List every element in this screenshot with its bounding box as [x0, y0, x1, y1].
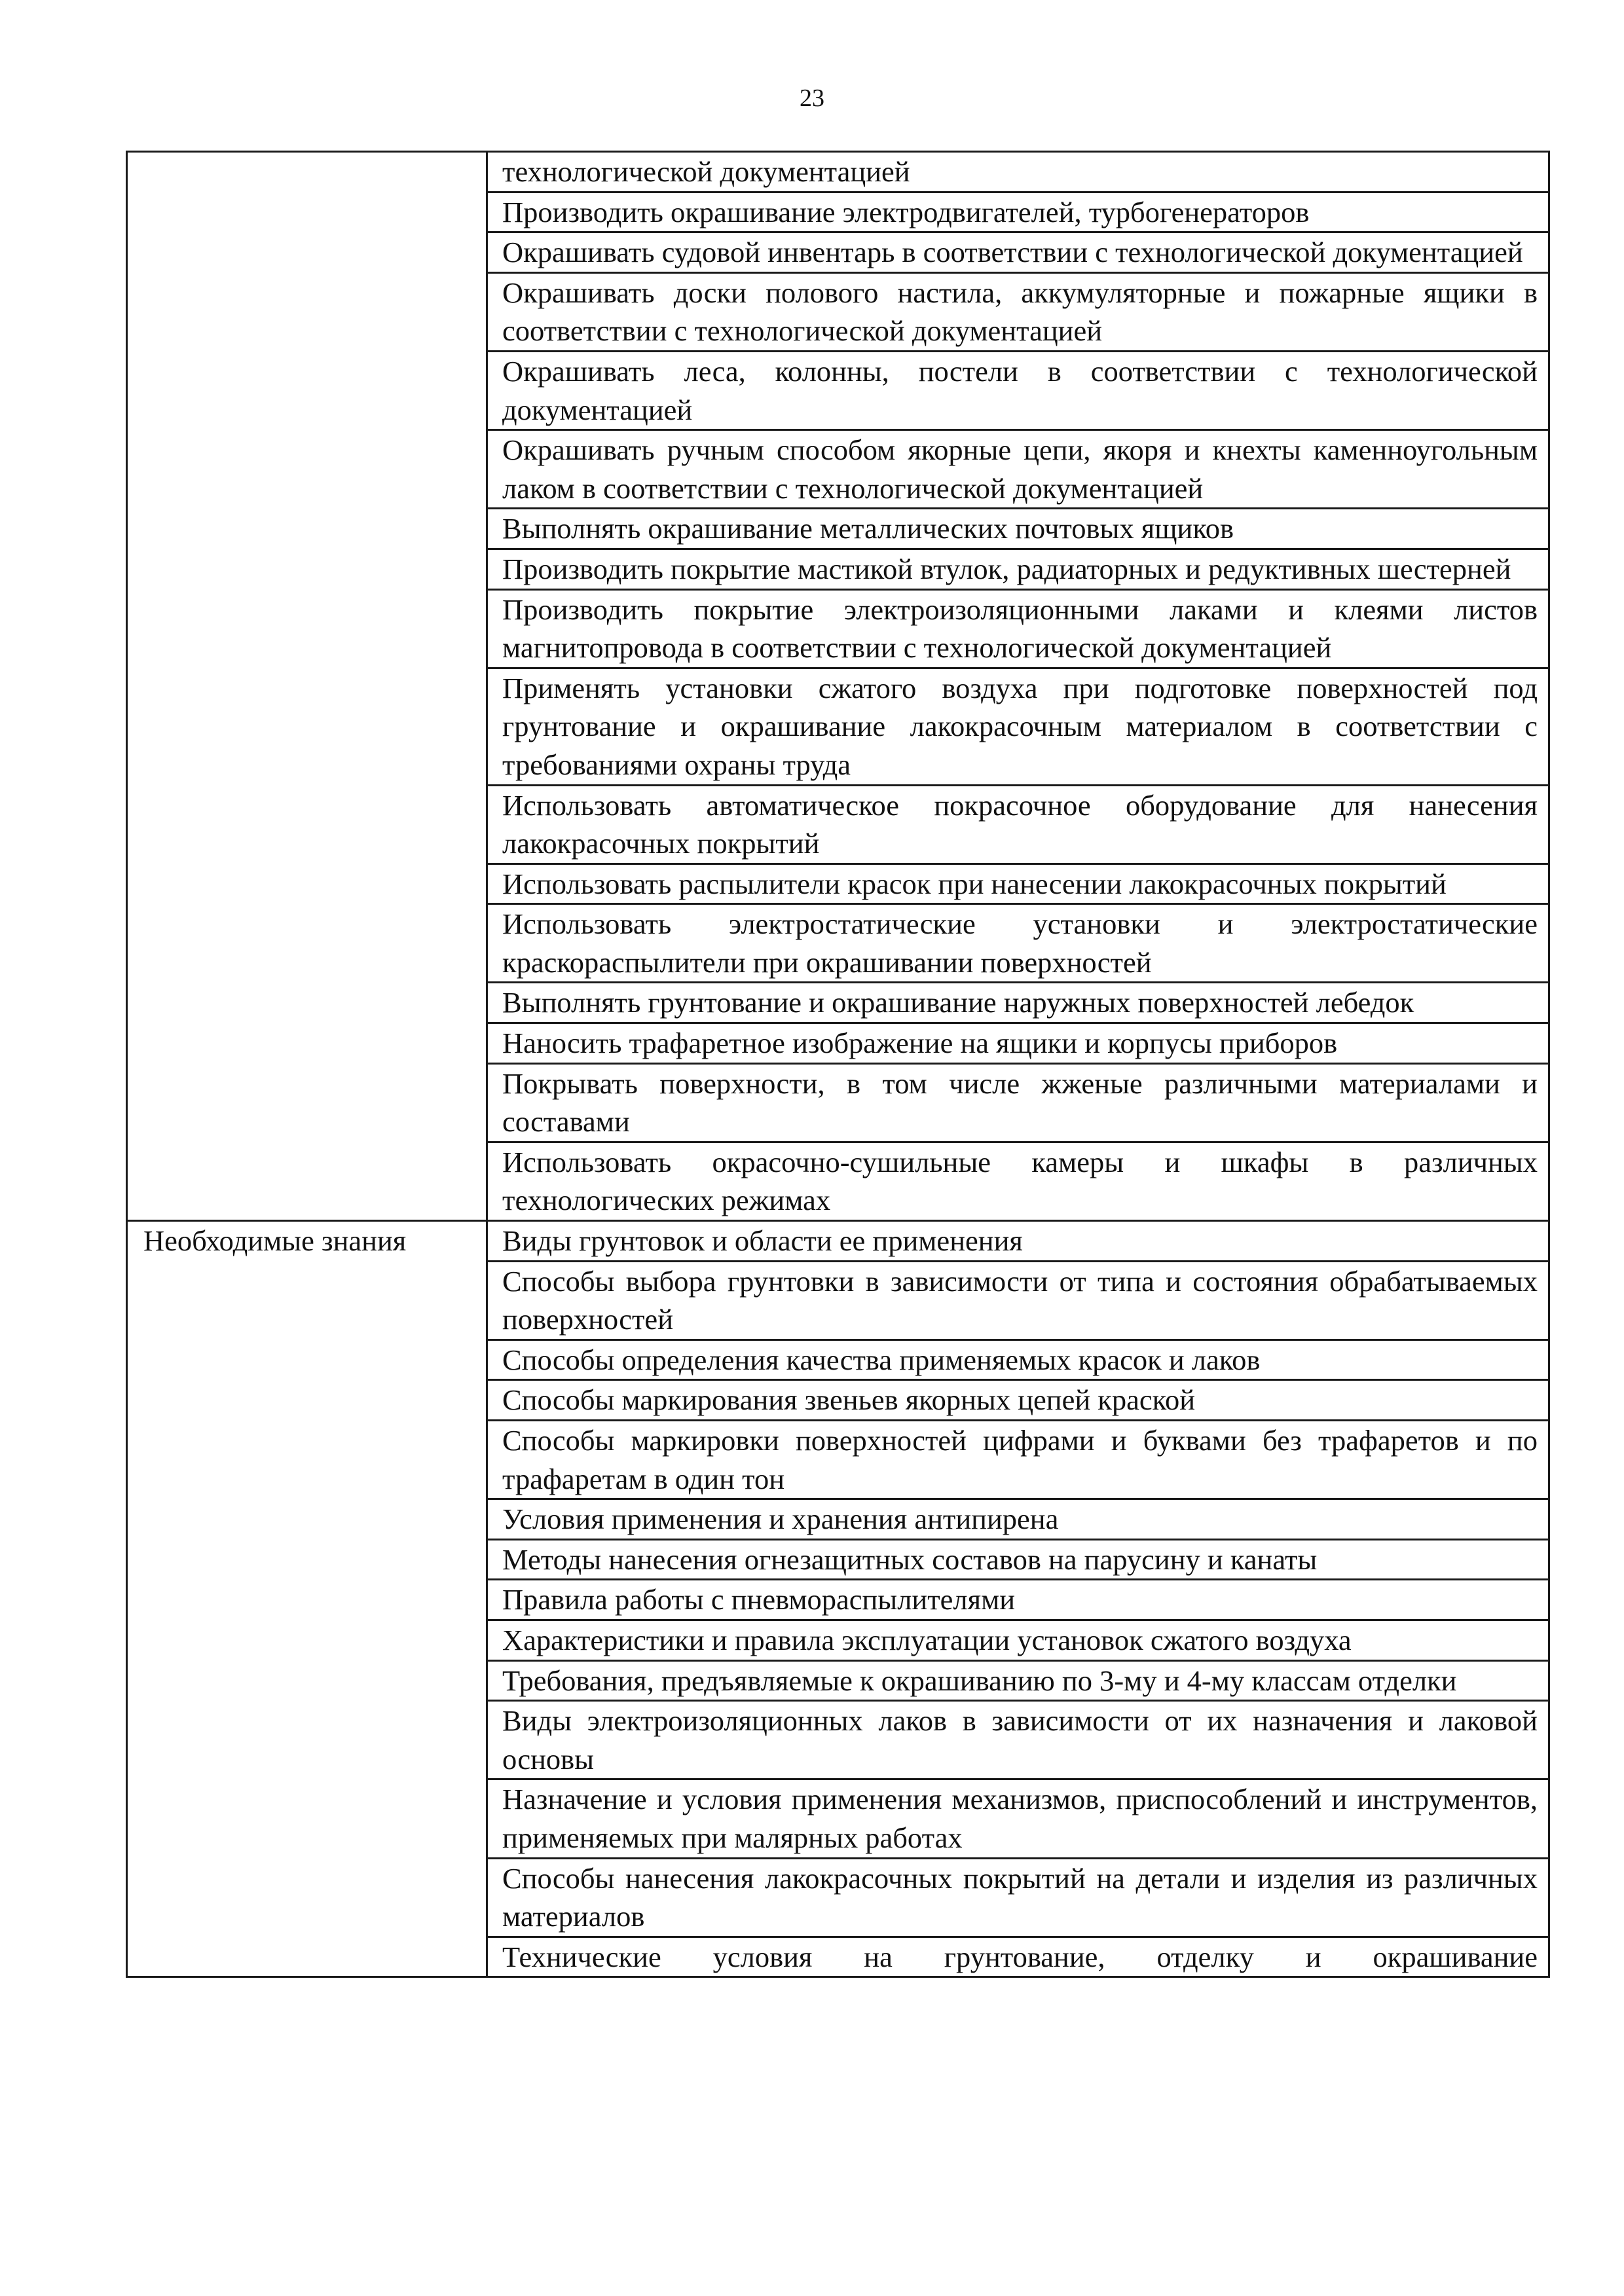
requirement-cell: Способы маркировки поверхностей цифрами и буквами без трафаретов и по трафаретам в один тон: [487, 1421, 1549, 1499]
requirement-cell: технологической документацией: [487, 152, 1549, 192]
section-label-cell: Необходимые знания: [127, 1221, 487, 1977]
requirement-cell: Производить покрытие электроизоляционными лаками и клеями листов магнитопровода в соответствии с технологической документацией: [487, 589, 1549, 668]
requirement-cell: Технические условия на грунтование, отделку и окрашивание: [487, 1937, 1549, 1977]
section-label-cell: [127, 152, 487, 1221]
table-body: [127, 152, 1549, 1977]
requirement-cell: Окрашивать леса, колонны, постели в соответствии с технологической документацией: [487, 351, 1549, 429]
requirement-cell: Окрашивать доски полового настила, аккумуляторные и пожарные ящики в соответствии с технологической документацией: [487, 272, 1549, 351]
requirement-cell: Производить окрашивание электродвигателей, турбогенераторов: [487, 192, 1549, 232]
requirement-cell: Характеристики и правила эксплуатации установок сжатого воздуха: [487, 1620, 1549, 1660]
requirement-cell: Виды грунтовок и области ее применения: [487, 1221, 1549, 1262]
requirement-cell: Правила работы с пневмораспылителями: [487, 1580, 1549, 1620]
requirement-cell: Окрашивать ручным способом якорные цепи, якоря и кнехты каменноугольным лаком в соответствии с технологической документацией: [487, 430, 1549, 509]
requirement-cell: Виды электроизоляционных лаков в зависимости от их назначения и лаковой основы: [487, 1701, 1549, 1779]
requirement-cell: Покрывать поверхности, в том числе жженые различными материалами и составами: [487, 1063, 1549, 1142]
requirement-cell: Выполнять окрашивание металлических почтовых ящиков: [487, 509, 1549, 549]
requirement-cell: Использовать распылители красок при нанесении лакокрасочных покрытий: [487, 864, 1549, 904]
requirement-cell: Использовать электростатические установки и электростатические краскораспылители при окрашивании поверхностей: [487, 904, 1549, 983]
requirement-cell: Методы нанесения огнезащитных составов на парусину и канаты: [487, 1539, 1549, 1580]
requirement-cell: Использовать автоматическое покрасочное оборудование для нанесения лакокрасочных покрытий: [487, 785, 1549, 864]
table-row: [127, 1221, 1549, 1262]
requirement-cell: Способы нанесения лакокрасочных покрытий на детали и изделия из различных материалов: [487, 1858, 1549, 1937]
requirement-cell: Применять установки сжатого воздуха при подготовке поверхностей под грунтование и окрашивание лакокрасочным материалом в соответствии с требованиями охраны труда: [487, 668, 1549, 785]
requirement-cell: Производить покрытие мастикой втулок, радиаторных и редуктивных шестерней: [487, 549, 1549, 589]
page-number: 23: [800, 84, 824, 112]
requirements-table: [126, 151, 1550, 1978]
requirement-cell: Наносить трафаретное изображение на ящики и корпусы приборов: [487, 1023, 1549, 1064]
requirement-cell: Условия применения и хранения антипирена: [487, 1499, 1549, 1540]
requirement-cell: Выполнять грунтование и окрашивание наружных поверхностей лебедок: [487, 983, 1549, 1023]
requirement-cell: Способы определения качества применяемых красок и лаков: [487, 1339, 1549, 1380]
table-row: [127, 152, 1549, 192]
requirement-cell: Требования, предъявляемые к окрашиванию по 3-му и 4-му классам отделки: [487, 1660, 1549, 1701]
requirement-cell: Способы маркирования звеньев якорных цепей краской: [487, 1380, 1549, 1421]
requirement-cell: Использовать окрасочно-сушильные камеры и шкафы в различных технологических режимах: [487, 1142, 1549, 1220]
requirement-cell: Окрашивать судовой инвентарь в соответствии с технологической документацией: [487, 232, 1549, 273]
requirement-cell: Способы выбора грунтовки в зависимости от типа и состояния обрабатываемых поверхностей: [487, 1261, 1549, 1339]
requirement-cell: Назначение и условия применения механизмов, приспособлений и инструментов, применяемых при малярных работах: [487, 1779, 1549, 1858]
